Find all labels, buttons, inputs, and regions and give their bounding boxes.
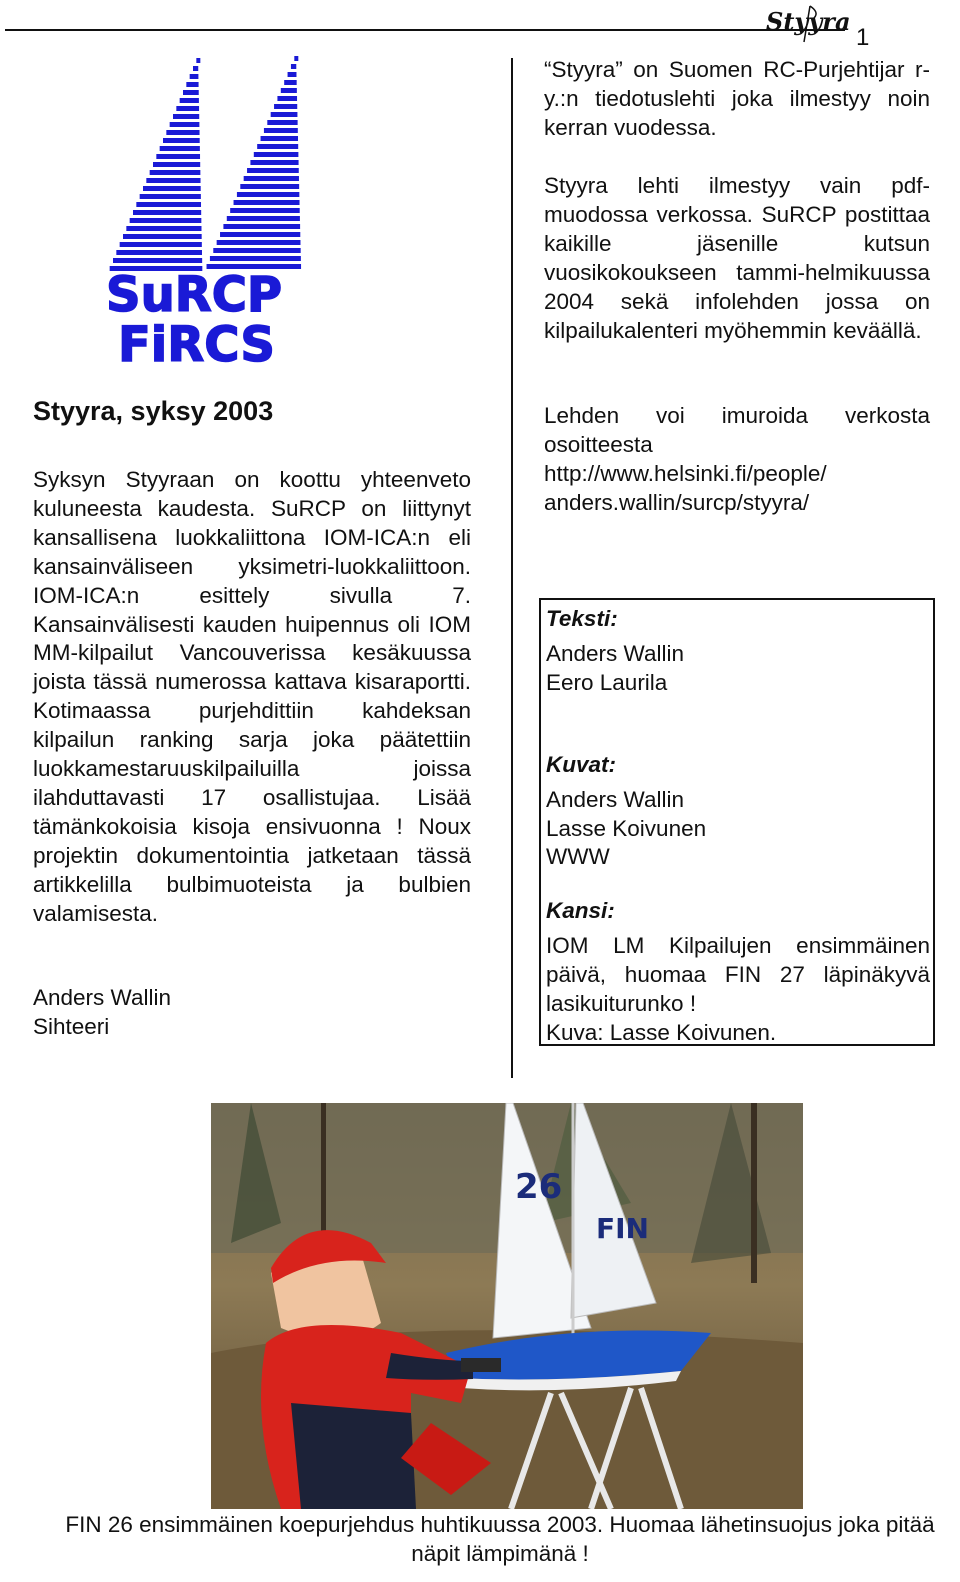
logo-sail-stripe — [190, 74, 199, 79]
logo-sail-stripe — [254, 152, 299, 157]
photo-credit-name: WWW — [546, 844, 610, 870]
logo-sail-stripe — [123, 234, 202, 239]
logo-sail-stripe — [146, 178, 200, 183]
logo-sail-stripe — [213, 248, 300, 253]
logo-sail-stripe — [244, 176, 299, 181]
logo-sail-stripe — [271, 112, 298, 117]
boat-photo — [211, 1103, 803, 1509]
styyra-header-logo — [764, 2, 854, 48]
sail-number-main: 26 — [515, 1167, 563, 1207]
logo-text-surcp: SuRCP — [106, 267, 283, 323]
logo-sail-stripe — [176, 106, 199, 111]
logo-sail-stripe — [250, 160, 298, 165]
logo-sail-stripe — [234, 200, 300, 205]
logo-sail-stripe — [116, 250, 202, 255]
logo-sail-stripe — [274, 104, 297, 109]
logo-sail-stripe — [230, 208, 300, 213]
logo-sail-stripe — [196, 58, 200, 63]
logo-sail-stripe — [257, 144, 298, 149]
styyra-logo-text: Styyra — [766, 7, 851, 36]
logo-sail-stripe — [247, 168, 299, 173]
surcp-logo — [100, 48, 332, 370]
logo-sail-stripe — [153, 162, 200, 167]
text-credit-name: Eero Laurila — [546, 669, 668, 695]
logo-sail-stripe — [173, 114, 199, 119]
logo-text-fircs: FiRCS — [118, 317, 275, 370]
article-title: Styyra, syksy 2003 — [33, 396, 274, 426]
logo-sail-stripe — [160, 146, 200, 151]
photo-caption: FIN 26 ensimmäinen koepurjehdus huhtikuussa 2003. Huomaa lähetinsuojus joka pitää näpit lämpimänä ! — [65, 1512, 935, 1566]
logo-sail-stripe — [113, 258, 202, 263]
text-credit-name: Anders Wallin — [546, 640, 684, 666]
about-paragraph: “Styyra” on Suomen RC-Purjehtijar r-y.:n tiedotuslehti joka ilmestyy noin kerran vuodessa. — [544, 57, 930, 140]
logo-sail-stripe — [281, 88, 297, 93]
download-url-part2[interactable]: anders.wallin/surcp/styyra/ — [544, 489, 810, 515]
credits-box — [539, 598, 935, 1046]
logo-sail-stripe — [223, 224, 300, 229]
header-rule — [5, 29, 845, 31]
logo-sail-stripe — [183, 90, 199, 95]
logo-sail-stripe — [133, 210, 201, 215]
logo-sail-stripe — [150, 170, 201, 175]
logo-sail-stripe — [156, 154, 200, 159]
download-paragraph — [544, 402, 930, 518]
logo-sail-stripe — [163, 138, 200, 143]
logo-sail-stripe — [220, 232, 300, 237]
logo-sail-stripe — [294, 56, 298, 61]
logo-sail-stripe — [261, 136, 298, 141]
author-role: Sihteeri — [33, 1013, 110, 1039]
logo-sail-stripe — [210, 256, 301, 261]
photo-credit-name: Lasse Koivunen — [546, 815, 707, 841]
logo-sail-stripe — [170, 122, 200, 127]
logo-sail-stripe — [126, 226, 201, 231]
cover-photo-credit: Kuva: Lasse Koivunen. — [546, 1019, 777, 1045]
column-divider — [511, 58, 513, 1078]
cover-label: Kansi: — [546, 898, 615, 924]
distribution-paragraph: Styyra lehti ilmestyy vain pdf-muodossa verkossa. SuRCP postittaa kaikille jäsenille kutsun vuosikokoukseen tammi-helmikuussa 2004 sekä infolehden jossa on kilpailukalenteri myöhemmin keväällä. — [544, 173, 930, 343]
logo-sail-stripe — [267, 120, 297, 125]
logo-sail-stripe — [140, 194, 201, 199]
logo-sail-stripe — [186, 82, 198, 87]
logo-sail-stripe — [240, 184, 299, 189]
logo-sail-stripe — [166, 130, 199, 135]
photo-credits-label: Kuvat: — [546, 751, 617, 777]
author-name: Anders Wallin — [33, 985, 171, 1010]
logo-sail-stripe — [193, 66, 198, 71]
text-credits-label: Teksti: — [546, 606, 618, 631]
logo-sail-stripe — [284, 80, 296, 85]
logo-sail-stripe — [291, 64, 296, 69]
logo-sail-stripe — [120, 242, 202, 247]
page-number: 1 — [856, 24, 870, 51]
logo-sail-stripe — [130, 218, 202, 223]
download-text: Lehden voi imuroida verkosta osoitteesta — [544, 403, 930, 457]
logo-sail-stripe — [227, 216, 300, 221]
logo-sail-stripe — [143, 186, 201, 191]
logo-sail-stripe — [277, 96, 297, 101]
download-url-part1[interactable]: http://www.helsinki.fi/people/ — [544, 460, 827, 486]
logo-sail-stripe — [136, 202, 201, 207]
sail-number-jib: FIN — [596, 1212, 649, 1245]
logo-sail-stripe — [217, 240, 301, 245]
photo-credit-name: Anders Wallin — [546, 786, 684, 812]
cover-text: IOM LM Kilpailujen ensimmäinen päivä, huomaa FIN 27 läpinäkyvä lasikuiturunko ! — [546, 933, 930, 1017]
logo-sail-stripe — [180, 98, 199, 103]
logo-sail-stripe — [237, 192, 299, 197]
logo-sail-stripe — [288, 72, 297, 77]
signoff — [33, 984, 171, 1042]
intro-paragraph: Syksyn Styyraan on koottu yhteenveto kuluneesta kaudesta. SuRCP on liittynyt kansallisena luokkaliittona IOM-ICA:n eli kansainväliseen yksimetri-luokkaliittoon. IOM-ICA:n esittely sivulla 7. Kansainvälisesti kauden huipennus oli IOM MM-kilpailut Vancouverissa kesäkuussa joista tässä numerossa kattava kisaraportti. Kotimaassa purjehdittiin kahdeksan kilpailun ranking sarja joka päätettiin luokkamestaruuskilpailuilla joissa ilahduttavasti 17 osallistujaa. Lisää tämänkokoisia kisoja ensivuonna ! Noux projektin dokumentointia jatketaan tässä artikkelilla bulbimuoteista ja bulbien valamisesta. — [33, 467, 471, 926]
logo-sail-stripe — [264, 128, 298, 133]
